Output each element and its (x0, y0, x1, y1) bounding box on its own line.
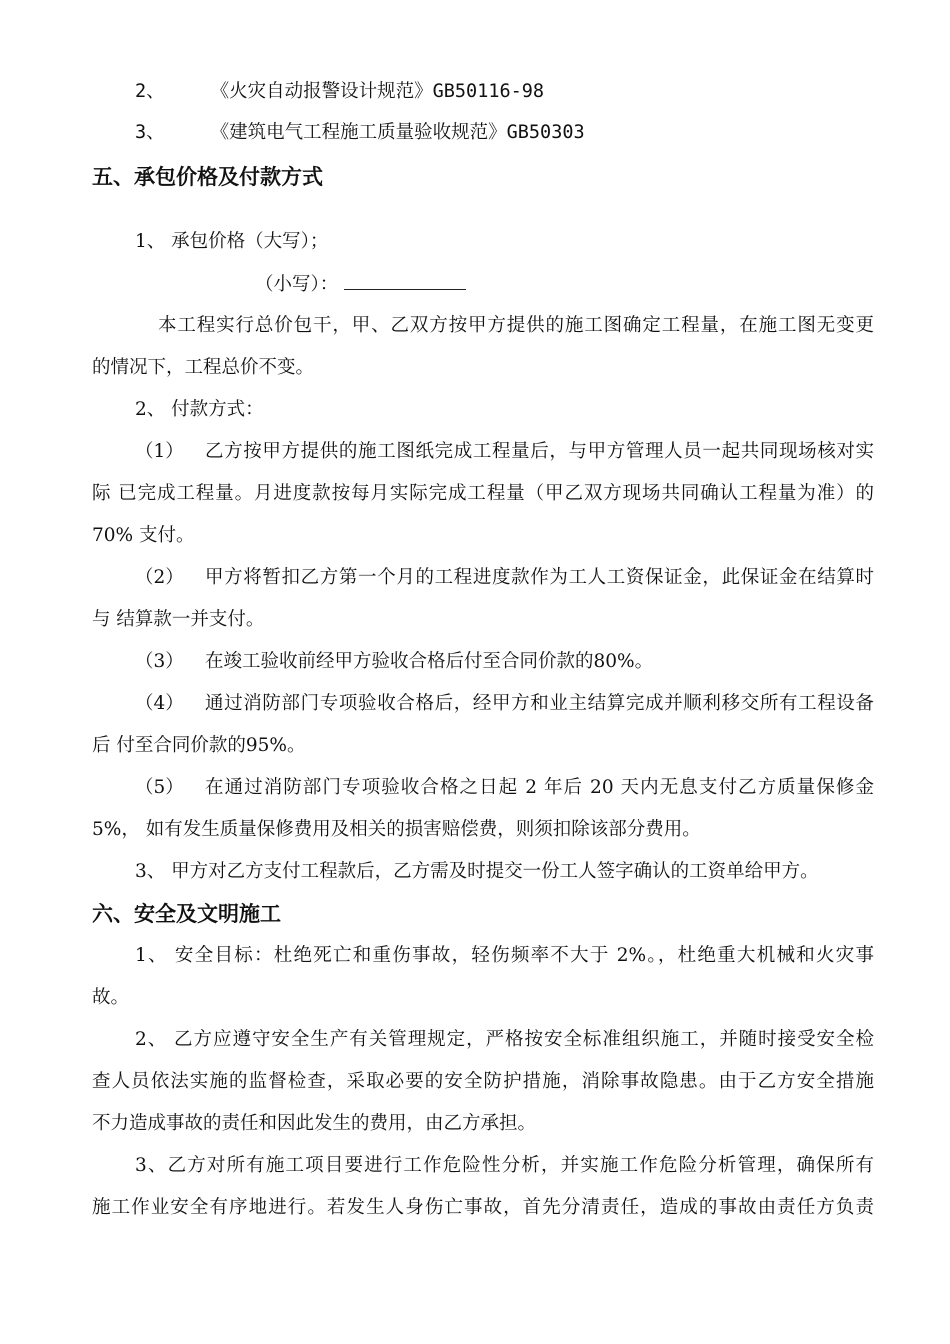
item-line: 后 付至合同价款的95%。 (92, 735, 306, 756)
item-line: 与 结算款一并支付。 (92, 609, 265, 630)
item-number: （3） (135, 651, 184, 672)
price-lower-row (255, 271, 466, 298)
reference-item (135, 120, 585, 146)
reference-number: 2、 (135, 81, 165, 102)
price-lower-blank (344, 271, 466, 290)
item-number: （4） (135, 693, 184, 714)
paragraph-line: 的情况下，工程总价不变。 (92, 357, 315, 378)
item-number: （5） (135, 777, 184, 798)
item-line: 乙方按甲方提供的施工图纸完成工程量后，与甲方管理人员一起共同现场核对实 (205, 441, 874, 462)
paragraph-line: 施工作业安全有序地进行。若发生人身伤亡事故，首先分清责任，造成的事故由责任方负责 (92, 1197, 874, 1218)
payment-title: 2、 付款方式： (135, 399, 264, 420)
item-line: 际 已完成工程量。月进度款按每月实际完成工程量（甲乙双方现场共同确认工程量为准）的 (92, 483, 874, 504)
item-line: 在通过消防部门专项验收合格之日起 2 年后 20 天内无息支付乙方质量保修金 (205, 777, 874, 798)
section-heading: 六、安全及文明施工 (92, 902, 281, 926)
paragraph-line: 3、 甲方对乙方支付工程款后，乙方需及时提交一份工人签字确认的工资单给甲方。 (135, 861, 819, 882)
paragraph-line: 2、 乙方应遵守安全生产有关管理规定，严格按安全标准组织施工，并随时接受安全检 (135, 1029, 874, 1050)
item-number: （2） (135, 567, 184, 588)
paragraph-line: 3、乙方对所有施工项目要进行工作危险性分析，并实施工作危险分析管理，确保所有 (135, 1155, 874, 1176)
section-heading: 五、承包价格及付款方式 (92, 165, 323, 189)
item-line: 5%， 如有发生质量保修费用及相关的损害赔偿费，则须扣除该部分费用。 (92, 819, 701, 840)
item-line: 70% 支付。 (92, 525, 195, 546)
reference-text: 《火灾自动报警设计规范》GB50116-98 (210, 81, 545, 102)
item-line: 甲方将暂扣乙方第一个月的工程进度款作为工人工资保证金，此保证金在结算时 (205, 567, 874, 588)
price-upper-label: 1、 承包价格（大写）； (135, 231, 329, 252)
price-lower-label: （小写）： (255, 274, 339, 295)
paragraph-line: 查人员依法实施的监督检查，采取必要的安全防护措施，消除事故隐患。由于乙方安全措施 (92, 1071, 874, 1092)
paragraph-line: 不力造成事故的责任和因此发生的费用，由乙方承担。 (92, 1113, 537, 1134)
paragraph-line: 本工程实行总价包干，甲、乙双方按甲方提供的施工图确定工程量，在施工图无变更 (158, 315, 874, 336)
paragraph-line: 故。 (92, 987, 130, 1008)
reference-text: 《建筑电气工程施工质量验收规范》GB50303 (210, 122, 585, 143)
paragraph-line: 1、 安全目标：杜绝死亡和重伤事故，轻伤频率不大于 2%。，杜绝重大机械和火灾事 (135, 945, 874, 966)
item-number: （1） (135, 441, 184, 462)
item-line: 通过消防部门专项验收合格后，经甲方和业主结算完成并顺利移交所有工程设备 (205, 693, 874, 714)
item-line: 在竣工验收前经甲方验收合格后付至合同价款的80%。 (205, 651, 654, 672)
reference-item (135, 79, 544, 105)
reference-number: 3、 (135, 122, 165, 143)
